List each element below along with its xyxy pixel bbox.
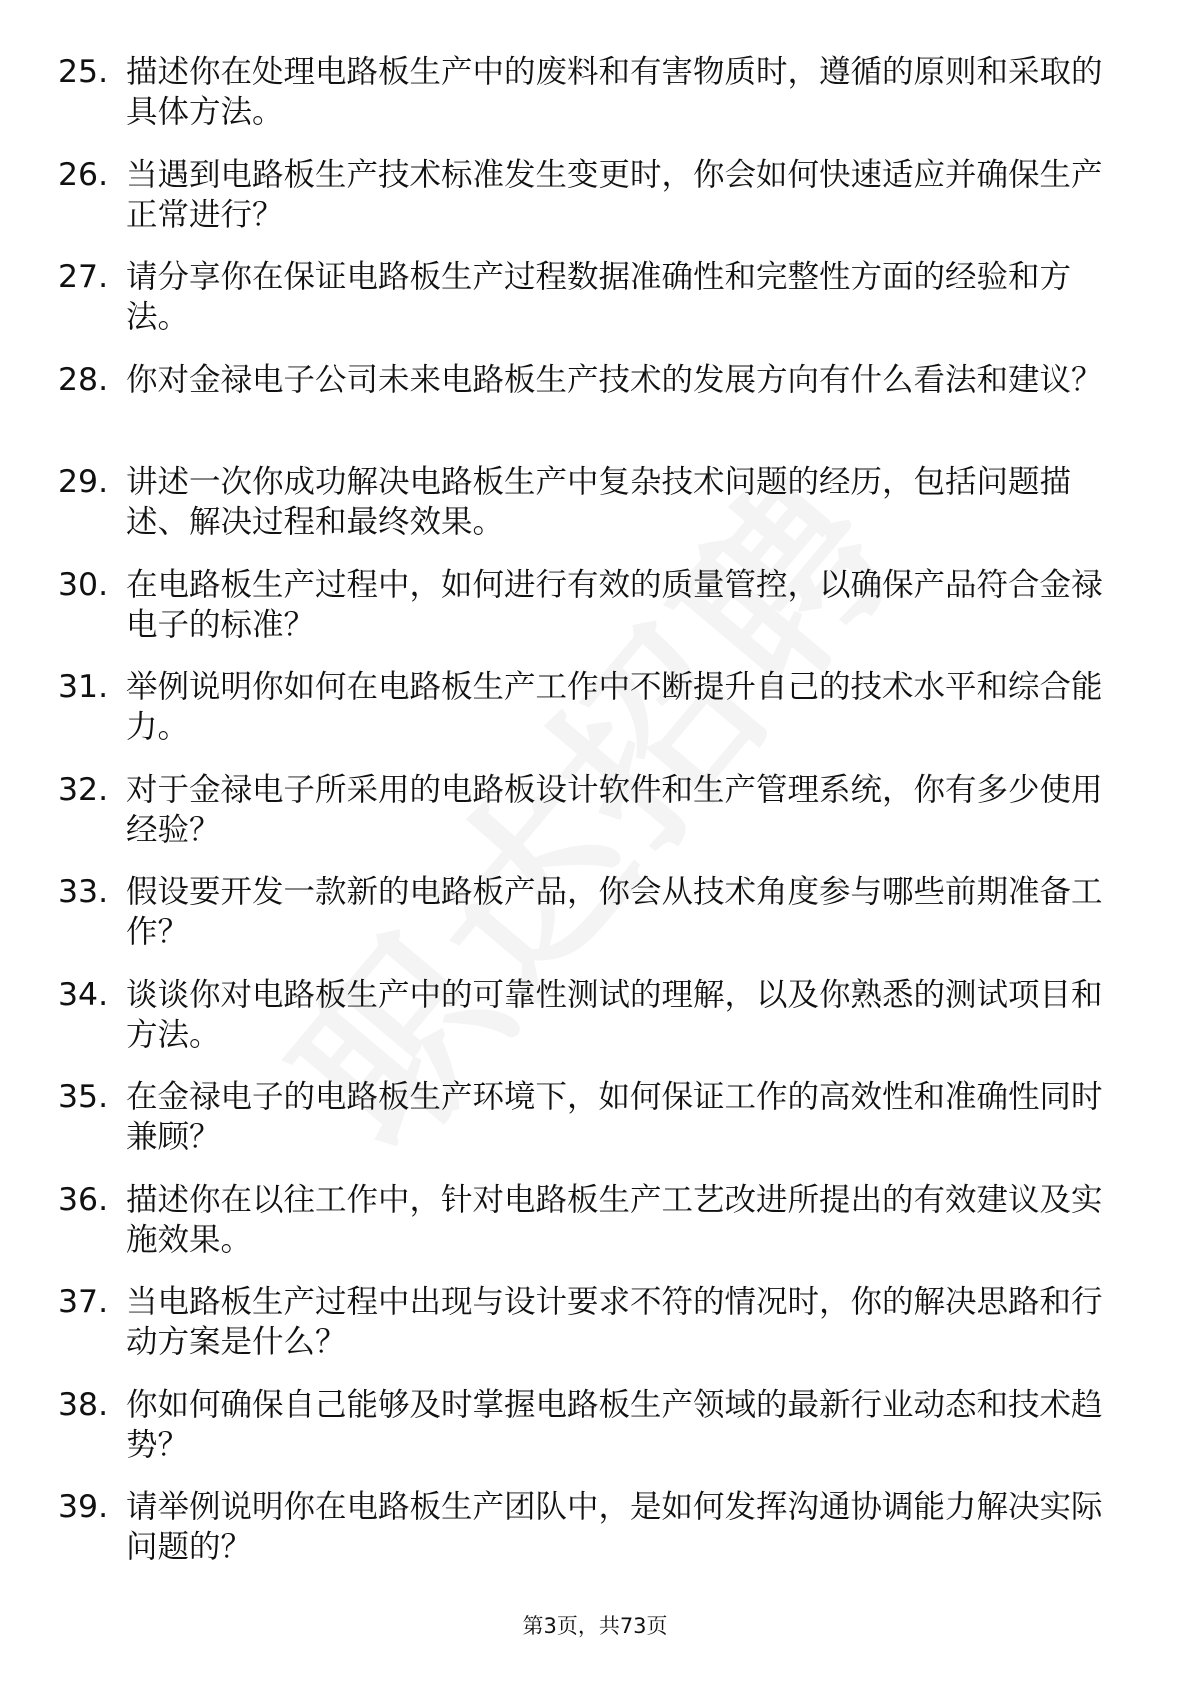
question-number: 27. — [58, 259, 109, 295]
question-number: 30. — [58, 566, 109, 603]
question-number: 36. — [58, 1181, 109, 1218]
question-item — [58, 667, 1118, 747]
question-item — [58, 975, 1118, 1055]
question-text: 举例说明你如何在电路板生产工作中不断提升自己的技术水平和综合能力。 — [126, 669, 1103, 745]
question-text: 描述你在处理电路板生产中的废料和有害物质时，遵循的原则和采取的具体方法。 — [126, 54, 1103, 130]
question-item — [58, 257, 1118, 337]
question-item — [58, 872, 1118, 952]
question-number: 28. — [58, 361, 109, 398]
question-list — [58, 52, 1118, 1590]
question-item — [58, 360, 1118, 440]
question-number: 39. — [58, 1489, 109, 1525]
question-text: 谈谈你对电路板生产中的可靠性测试的理解，以及你熟悉的测试项目和方法。 — [126, 976, 1103, 1053]
question-text: 当电路板生产过程中出现与设计要求不符的情况时，你的解决思路和行动方案是什么？ — [126, 1284, 1103, 1360]
question-item — [58, 565, 1118, 645]
page-footer — [0, 1610, 1190, 1640]
question-number: 29. — [58, 464, 109, 500]
question-item — [58, 1180, 1118, 1260]
question-item — [58, 1385, 1118, 1465]
question-item — [58, 462, 1118, 542]
question-text: 在金禄电子的电路板生产环境下，如何保证工作的高效性和准确性同时兼顾？ — [126, 1079, 1103, 1155]
question-number: 33. — [58, 874, 109, 910]
question-number: 32. — [58, 771, 109, 808]
question-number: 38. — [58, 1386, 109, 1423]
question-text: 请分享你在保证电路板生产过程数据准确性和完整性方面的经验和方法。 — [126, 259, 1072, 335]
question-text: 假设要开发一款新的电路板产品，你会从技术角度参与哪些前期准备工作？ — [126, 874, 1103, 950]
question-number: 25. — [58, 54, 109, 90]
question-item — [58, 1487, 1118, 1567]
question-text: 你如何确保自己能够及时掌握电路板生产领域的最新行业动态和技术趋势？ — [126, 1386, 1103, 1463]
question-item — [58, 155, 1118, 235]
question-text: 当遇到电路板生产技术标准发生变更时，你会如何快速适应并确保生产正常进行？ — [126, 156, 1103, 233]
question-item — [58, 52, 1118, 132]
question-number: 35. — [58, 1079, 109, 1115]
question-text: 描述你在以往工作中，针对电路板生产工艺改进所提出的有效建议及实施效果。 — [126, 1181, 1103, 1258]
question-text: 你对金禄电子公司未来电路板生产技术的发展方向有什么看法和建议？ — [126, 361, 1103, 398]
question-item — [58, 770, 1118, 850]
question-text: 请举例说明你在电路板生产团队中，是如何发挥沟通协调能力解决实际问题的？ — [126, 1489, 1103, 1565]
question-text: 在电路板生产过程中，如何进行有效的质量管控，以确保产品符合金禄电子的标准？ — [126, 566, 1103, 643]
question-item — [58, 1282, 1118, 1362]
question-number: 34. — [58, 976, 109, 1013]
question-text: 对于金禄电子所采用的电路板设计软件和生产管理系统，你有多少使用经验？ — [126, 771, 1103, 848]
question-number: 37. — [58, 1284, 109, 1320]
question-text: 讲述一次你成功解决电路板生产中复杂技术问题的经历，包括问题描述、解决过程和最终效果。 — [126, 464, 1072, 540]
question-number: 26. — [58, 156, 109, 193]
page-number-label: 第3页，共73页 — [522, 1614, 668, 1638]
question-item — [58, 1077, 1118, 1157]
question-number: 31. — [58, 669, 109, 705]
